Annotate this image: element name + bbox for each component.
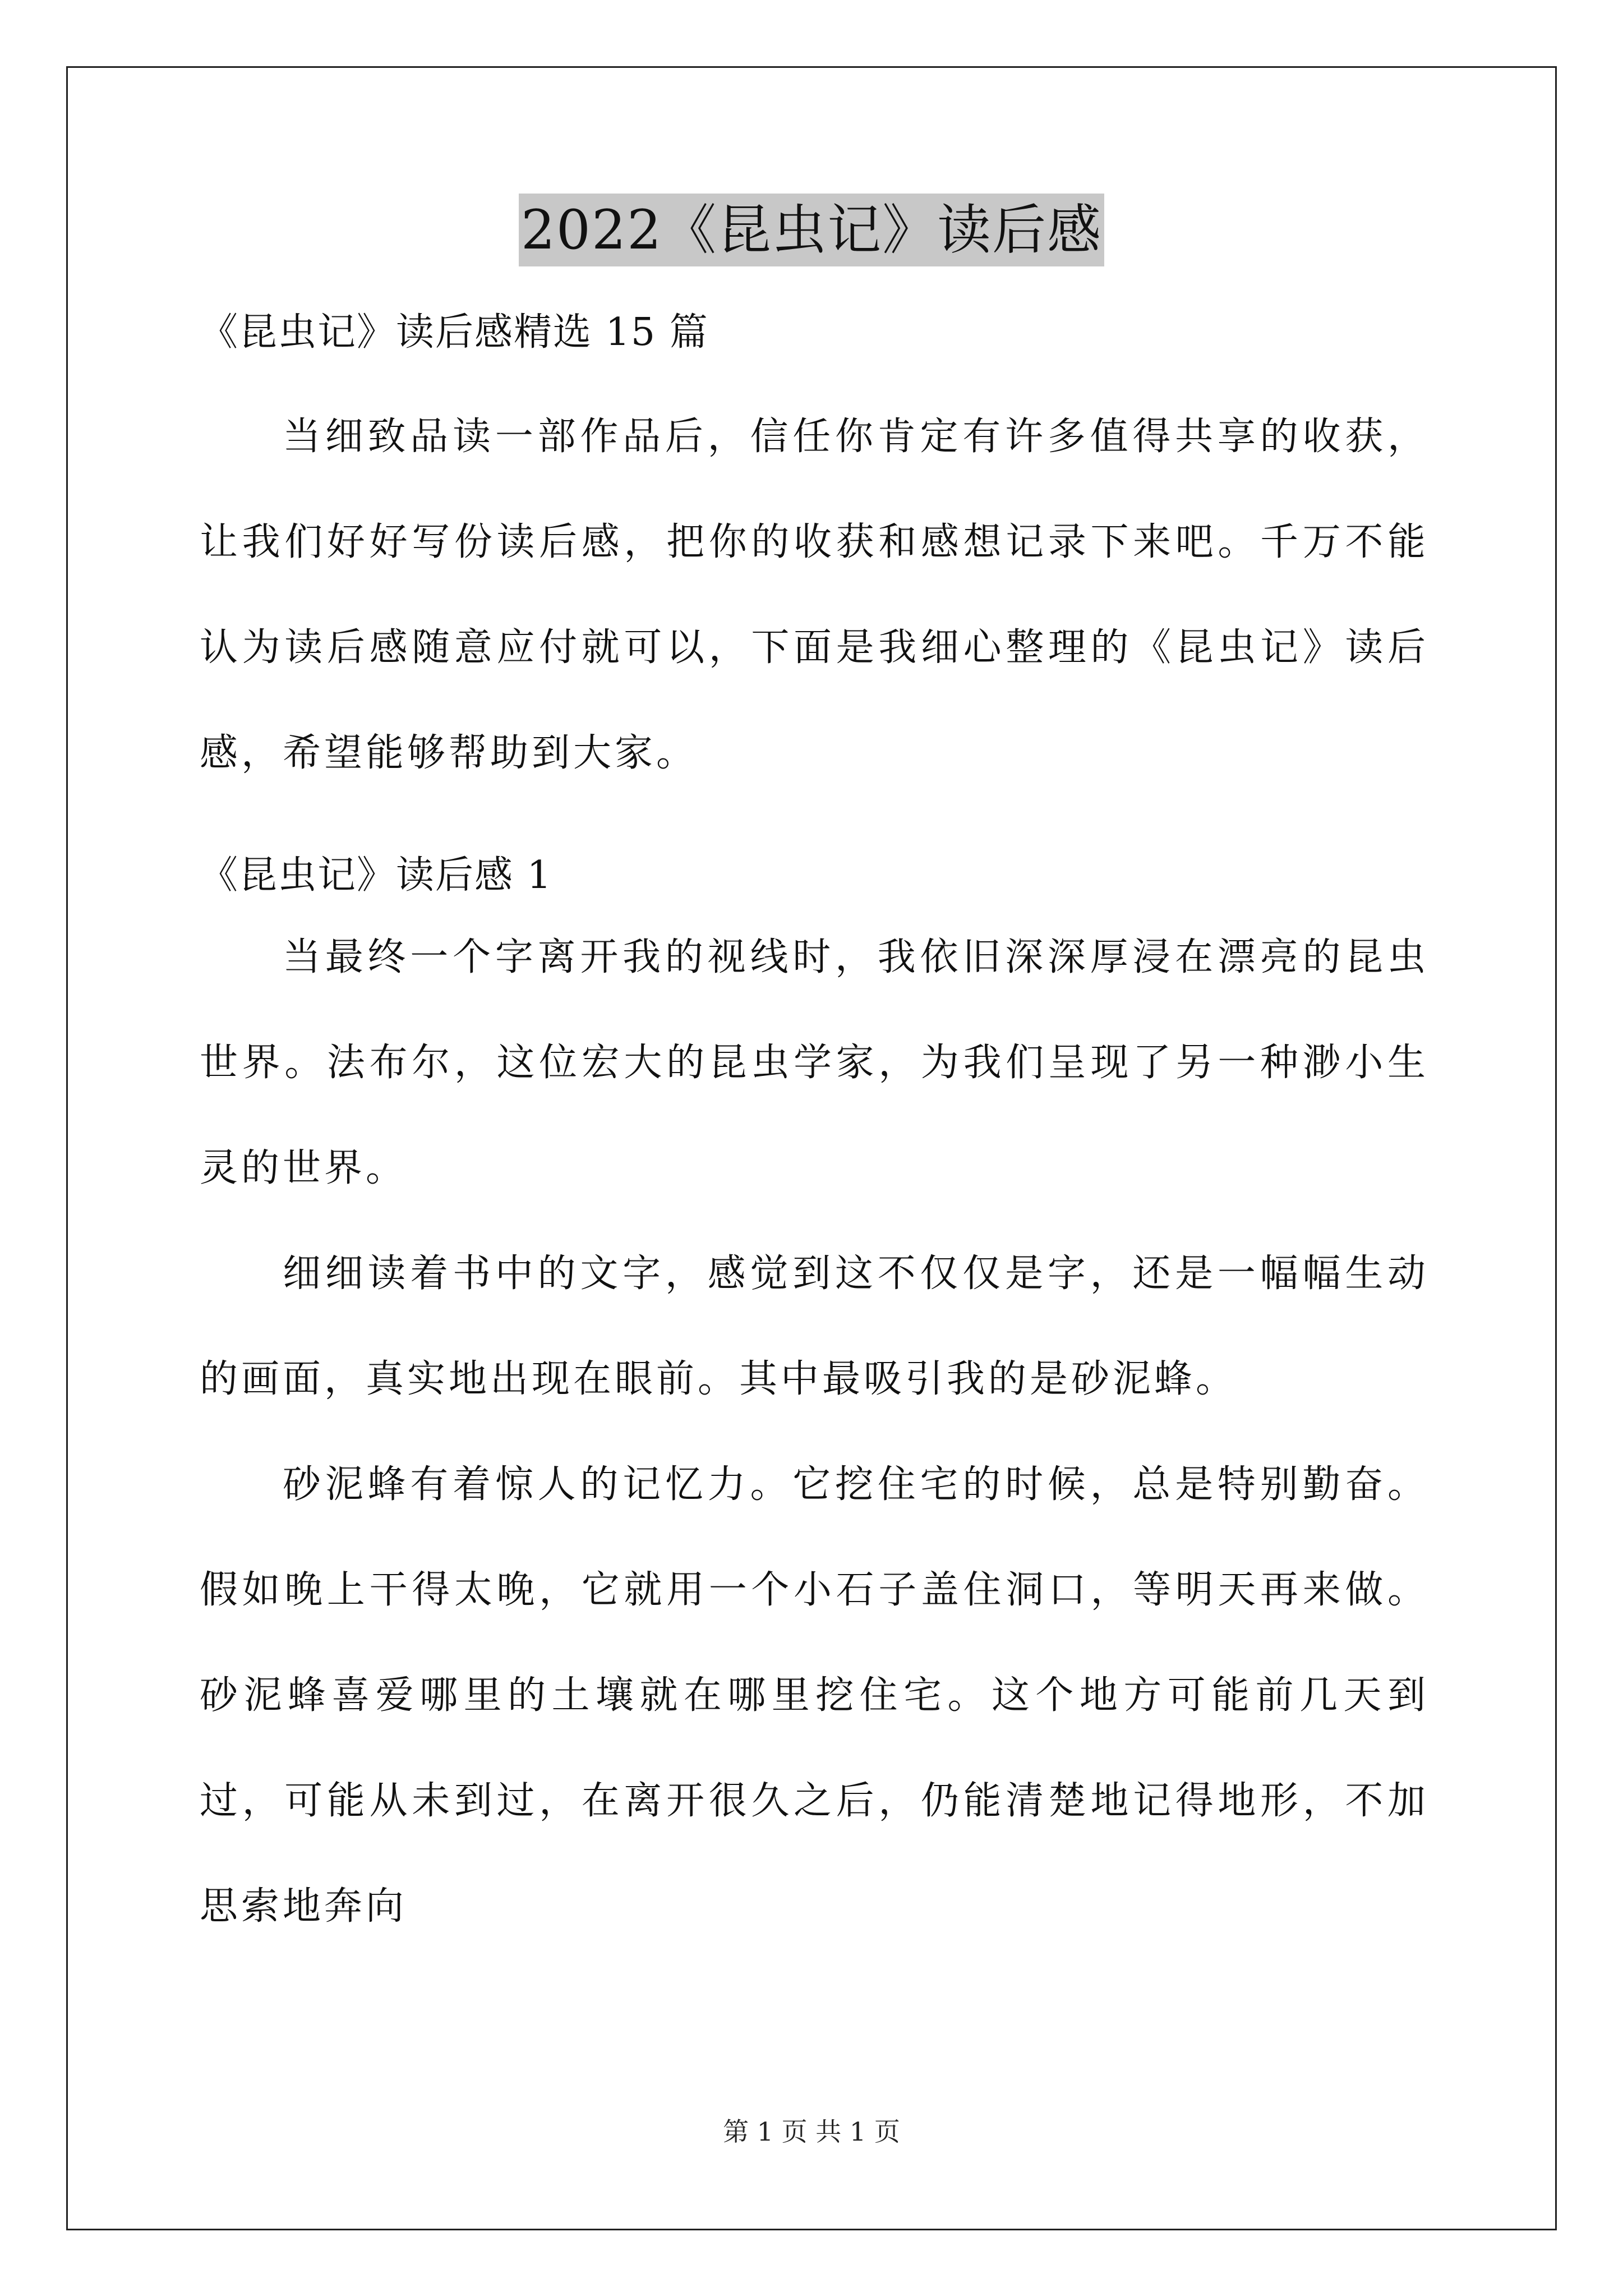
document-body bbox=[200, 306, 1429, 1959]
title-container bbox=[0, 194, 1623, 266]
page-footer: 第 1 页 共 1 页 bbox=[723, 2116, 900, 2147]
intro-paragraph: 当细致品读一部作品后，信任你肯定有许多值得共享的收获，让我们好好写份读后感，把你的收获和感想记录下来吧。千万不能认为读后感随意应付就可以，下面是我细心整理的《昆虫记》读后感，希望能够帮助到大家。 bbox=[200, 415, 1429, 775]
body-paragraph: 细细读着书中的文字，感觉到这不仅仅是字，还是一幅幅生动的画面，真实地出现在眼前。其中最吸引我的是砂泥蜂。 bbox=[200, 1251, 1429, 1401]
document-subtitle: 《昆虫记》读后感精选 15 篇 bbox=[200, 310, 709, 355]
section-heading: 《昆虫记》读后感 1 bbox=[200, 853, 552, 898]
body-paragraph: 当最终一个字离开我的视线时，我依旧深深厚浸在漂亮的昆虫世界。法布尔，这位宏大的昆虫学家，为我们呈现了另一种渺小生灵的世界。 bbox=[200, 935, 1429, 1190]
body-paragraph: 砂泥蜂有着惊人的记忆力。它挖住宅的时候，总是特别勤奋。假如晚上干得太晚，它就用一个小石子盖住洞口，等明天再来做。砂泥蜂喜爱哪里的土壤就在哪里挖住宅。这个地方可能前几天到过，可能从未到过，在离开很久之后，仍能清楚地记得地形，不加思索地奔向 bbox=[200, 1462, 1429, 1929]
document-title: 2022《昆虫记》读后感 bbox=[519, 194, 1104, 266]
